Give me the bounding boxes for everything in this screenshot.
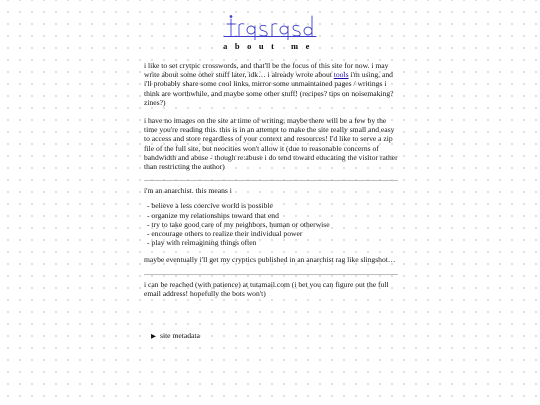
section-divider [144, 180, 398, 181]
main-content [144, 61, 398, 307]
site-logo[interactable] [222, 12, 318, 40]
contact-paragraph: i can be reached (with patience) at tutamail.com (i bet you can figure out the full email address! hopefully the bots won't) [144, 279, 389, 298]
page-title: about me [223, 41, 317, 51]
anarchist-section [144, 186, 398, 264]
intro-text: i like to set crytpic crosswords, and that'll be the focus of this site for now. i may write about some other stuff later, idk… i already wrote about [144, 61, 389, 80]
list-item: - play with reimagining things often [147, 238, 257, 248]
intro-paragraph-2: i have no images on the site at time of writing, maybe there will be a few by the time you're reading this. this is in an attempt to make the site really small and easy to access and store regardless of your context and resources! I'd like to serve a zip file of the full site, but neocities won't allow it (due to reasonable concerns of bandwidth and abuse - though re:abuse i do tend toward educating the visitor rather than restricting the author) [144, 116, 398, 172]
list-item: - try to take good care of my neighbors, human or otherwise [147, 219, 330, 229]
list-item: - encourage others to realize their individual power [147, 229, 303, 239]
beliefs-list [147, 201, 398, 247]
anarchist-heading: i'm an anarchist. this means i [144, 186, 232, 196]
disclosure-triangle-right-icon: ▶ [151, 333, 156, 340]
list-item: - believe a less coercive world is possible [147, 201, 273, 211]
anarchist-closing: maybe eventually i'll get my cryptics published in an anarchist rag like slingshot… [144, 255, 396, 265]
site-metadata-label: site metadata [160, 331, 200, 340]
intro-text-continued: i'm using, and i'll probably share some cool links, mirror some unmaintained pages / writings i think are worthwhile, and maybe some other stuff! (recipes? tips on noisemaking? zines?) [144, 70, 394, 107]
tools-link[interactable]: tools [333, 70, 349, 80]
intro-paragraph-1 [144, 61, 398, 107]
logo-graphic [222, 12, 318, 40]
section-divider [144, 274, 398, 275]
site-metadata-toggle[interactable] [151, 331, 200, 341]
list-item: - organize my relationships toward that end [147, 210, 279, 220]
